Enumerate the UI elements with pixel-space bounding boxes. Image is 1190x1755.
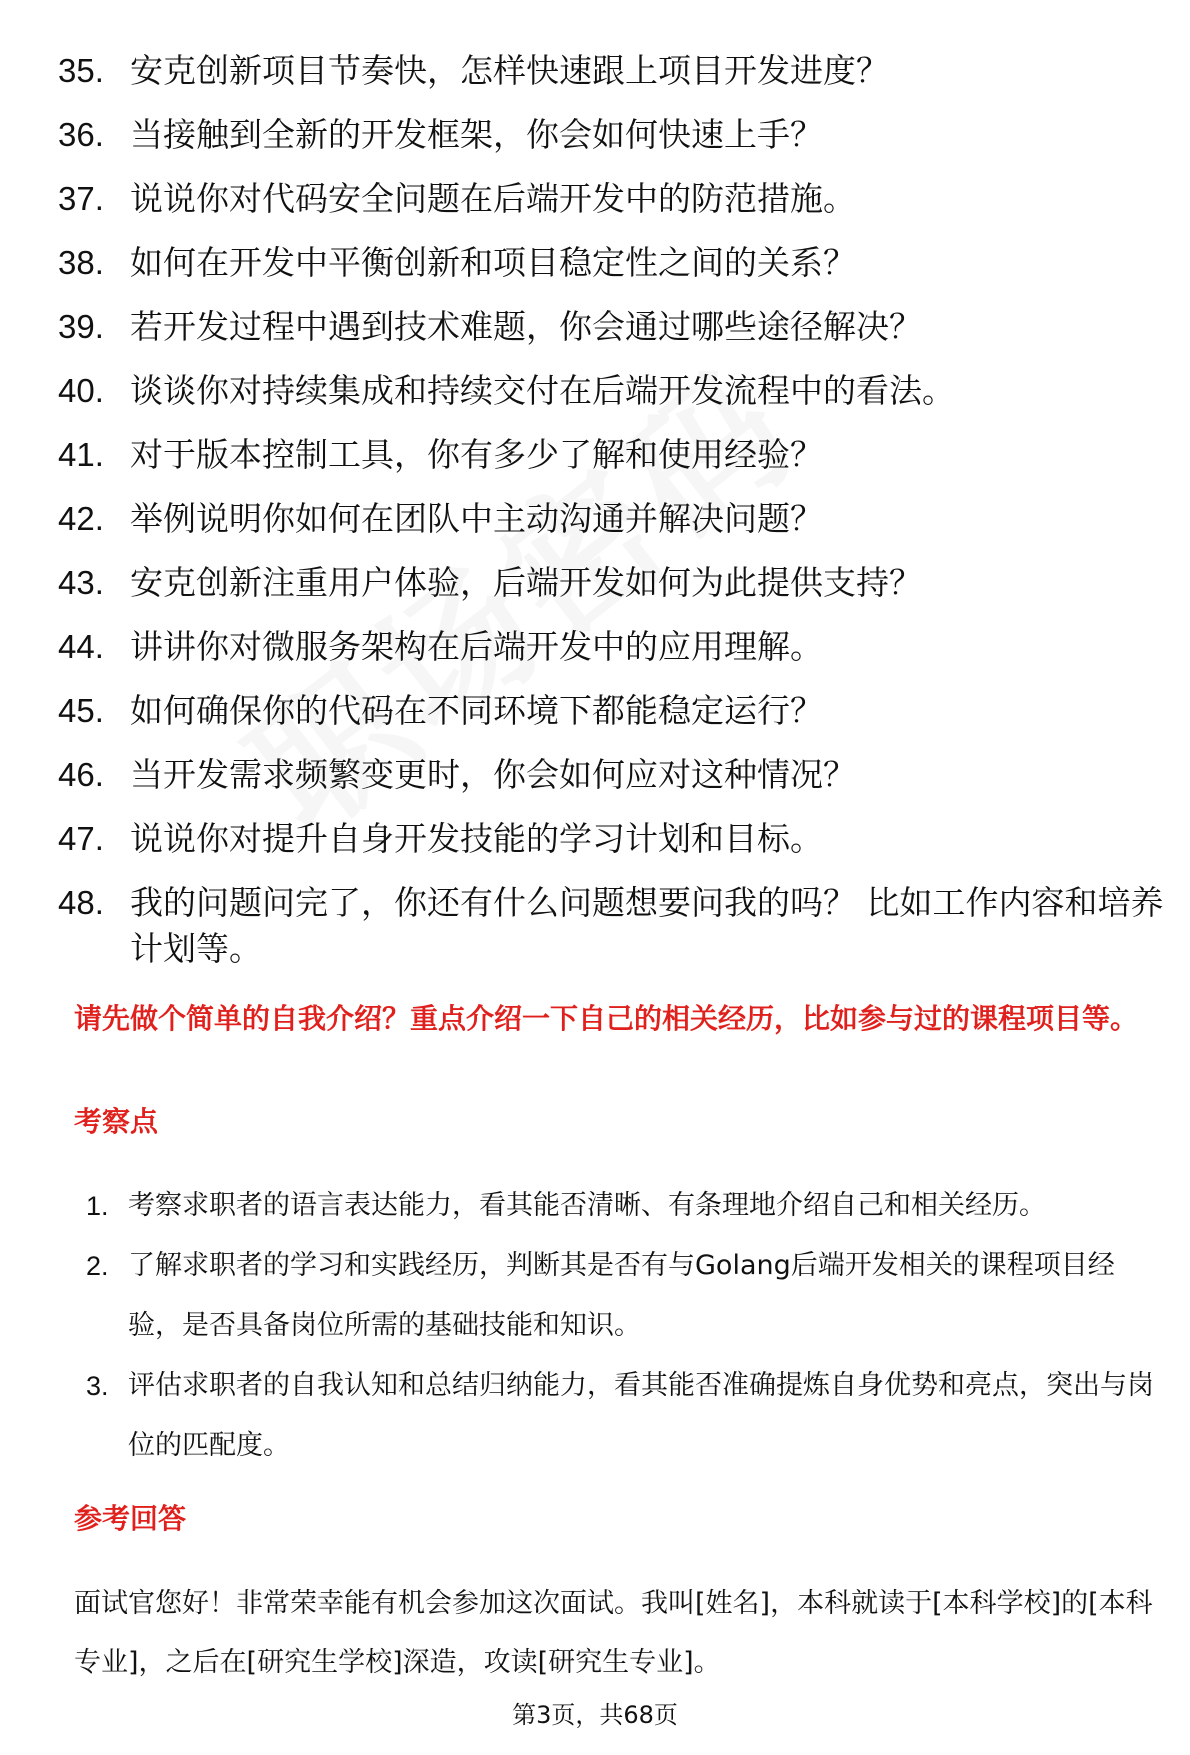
question-number: 47. (58, 820, 104, 857)
question-text: 对于版本控制工具，你有多少了解和使用经验？ (130, 435, 823, 474)
exam-point-item (86, 1236, 1166, 1356)
page-footer: 第3页，共68页 (512, 1701, 678, 1729)
question-number: 43. (58, 564, 104, 601)
question-number: 39. (58, 308, 104, 345)
question-text: 安克创新项目节奏快，怎样快速跟上项目开发进度？ (130, 51, 889, 90)
question-number: 44. (58, 628, 104, 665)
question-item (58, 112, 1168, 176)
question-headline: 请先做个简单的自我介绍？重点介绍一下自己的相关经历，比如参与过的课程项目等。 (74, 1002, 1139, 1035)
question-number: 37. (58, 180, 104, 217)
exam-point-number: 3. (86, 1371, 109, 1401)
question-item (58, 304, 1168, 368)
exam-point-text: 了解求职者的学习和实践经历，判断其是否有与Golang后端开发相关的课程项目经验，是否具备岗位所需的基础技能和知识。 (128, 1250, 1115, 1341)
question-text: 我的问题问完了，你还有什么问题想要问我的吗？ 比如工作内容和培养计划等。 (130, 883, 1164, 968)
question-item (58, 560, 1168, 624)
question-item (58, 368, 1168, 432)
exam-points-list (86, 1176, 1166, 1476)
question-item (58, 496, 1168, 560)
question-list (0, 48, 1190, 972)
exam-point-number: 2. (86, 1251, 109, 1281)
exam-point-item (86, 1176, 1166, 1236)
question-item (58, 688, 1168, 752)
question-text: 当开发需求频繁变更时，你会如何应对这种情况？ (130, 755, 856, 794)
question-item (58, 816, 1168, 880)
reference-answer-label: 参考回答 (74, 1502, 187, 1535)
reference-answer-text: 面试官您好！非常荣幸能有机会参加这次面试。我叫[姓名]，本科就读于[本科学校]的[本科专业]，之后在[研究生学校]深造，攻读[研究生专业]。 (74, 1588, 1153, 1678)
question-text: 说说你对提升自身开发技能的学习计划和目标。 (130, 819, 823, 858)
question-text: 谈谈你对持续集成和持续交付在后端开发流程中的看法。 (130, 371, 955, 410)
question-number: 35. (58, 52, 104, 89)
question-item (58, 624, 1168, 688)
exam-point-item (86, 1356, 1166, 1476)
question-number: 45. (58, 692, 104, 729)
question-number: 40. (58, 372, 104, 409)
exam-point-text: 评估求职者的自我认知和总结归纳能力，看其能否准确提炼自身优势和亮点，突出与岗位的匹配度。 (128, 1370, 1154, 1461)
question-number: 36. (58, 116, 104, 153)
question-text: 讲讲你对微服务架构在后端开发中的应用理解。 (130, 627, 823, 666)
question-text: 说说你对代码安全问题在后端开发中的防范措施。 (130, 179, 856, 218)
question-text: 如何确保你的代码在不同环境下都能稳定运行？ (130, 691, 823, 730)
exam-points-label: 考察点 (74, 1105, 159, 1138)
question-number: 38. (58, 244, 104, 281)
question-item (58, 880, 1168, 972)
question-number: 41. (58, 436, 104, 473)
question-text: 安克创新注重用户体验，后端开发如何为此提供支持？ (130, 563, 922, 602)
question-number: 42. (58, 500, 104, 537)
question-item (58, 48, 1168, 112)
exam-point-text: 考察求职者的语言表达能力，看其能否清晰、有条理地介绍自己和相关经历。 (128, 1190, 1046, 1221)
question-number: 48. (58, 884, 104, 921)
question-text: 当接触到全新的开发框架，你会如何快速上手？ (130, 115, 823, 154)
question-number: 46. (58, 756, 104, 793)
question-text: 如何在开发中平衡创新和项目稳定性之间的关系？ (130, 243, 856, 282)
question-text: 若开发过程中遇到技术难题，你会通过哪些途径解决？ (130, 307, 922, 346)
question-item (58, 432, 1168, 496)
question-item (58, 176, 1168, 240)
question-item (58, 752, 1168, 816)
question-text: 举例说明你如何在团队中主动沟通并解决问题？ (130, 499, 823, 538)
question-item (58, 240, 1168, 304)
exam-point-number: 1. (86, 1191, 109, 1221)
